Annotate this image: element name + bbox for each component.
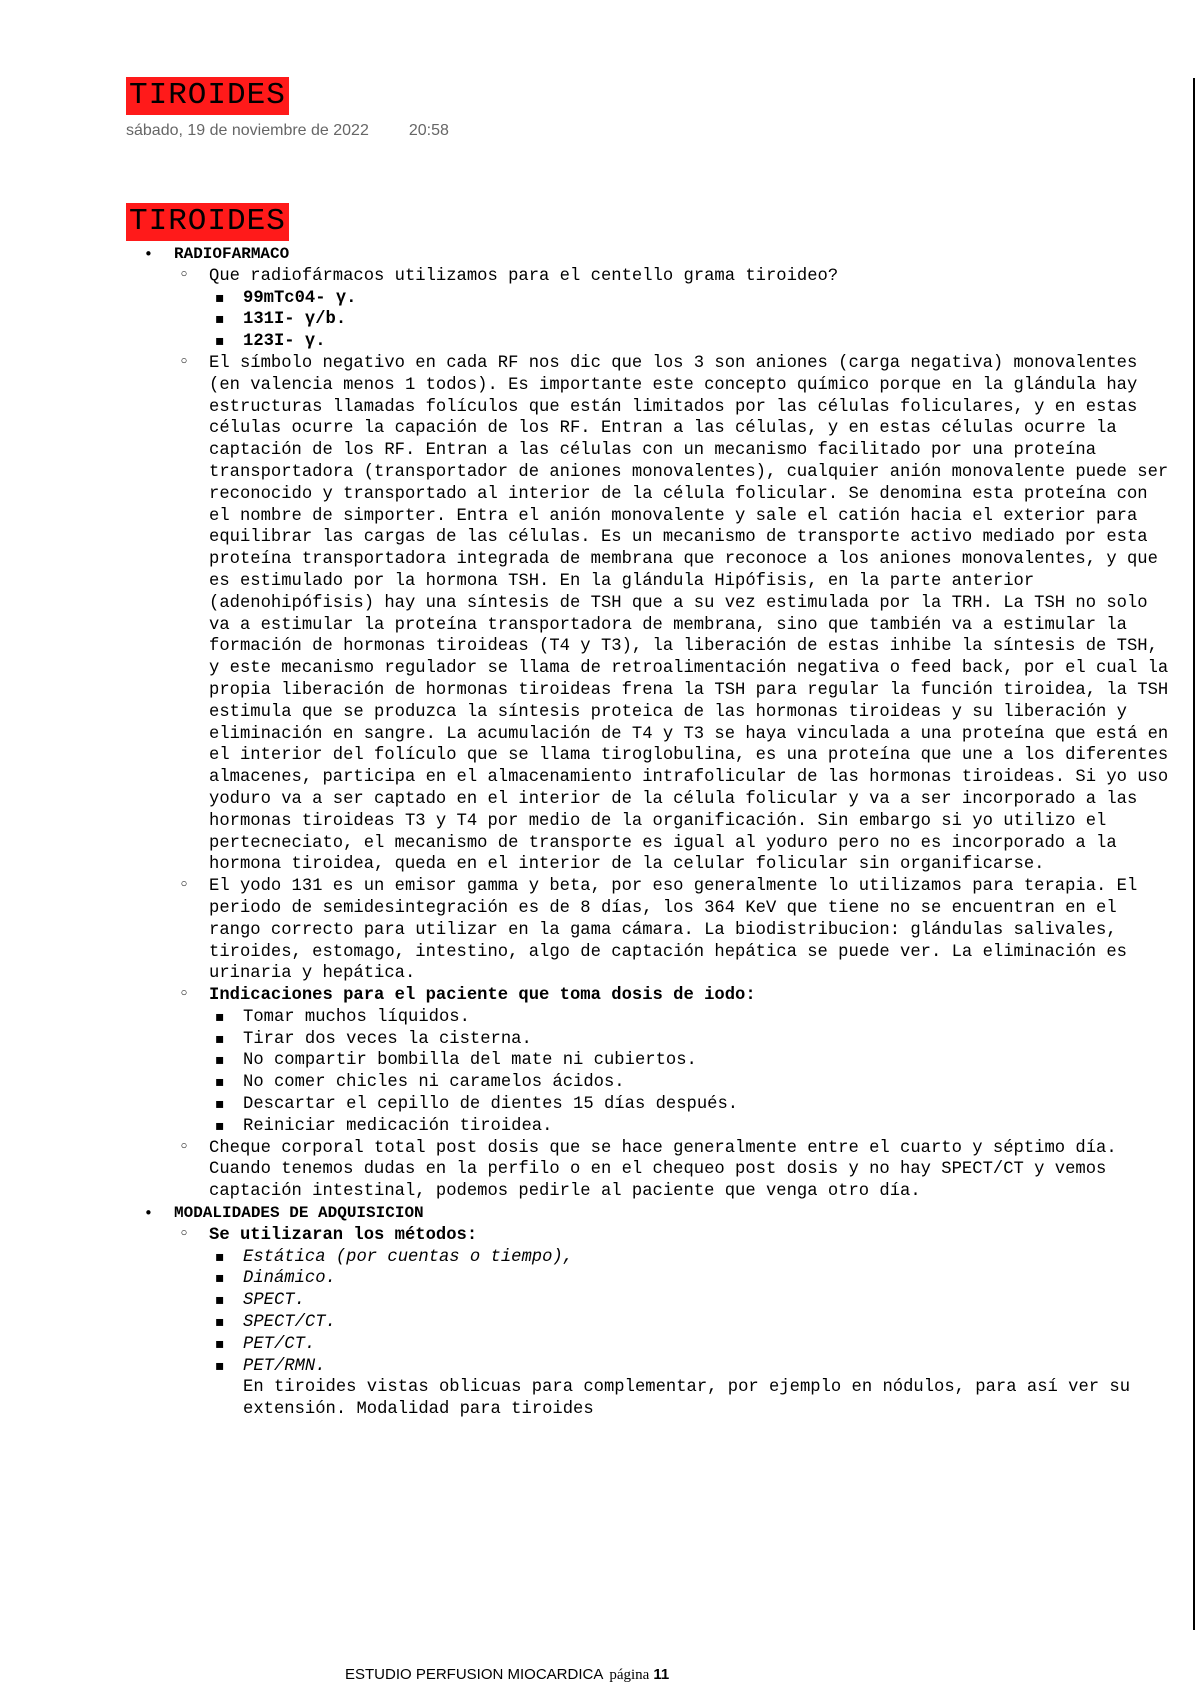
method-item: ▪ PET/CT. <box>209 1334 1178 1356</box>
page-footer <box>345 1666 669 1684</box>
methods-heading: Se utilizaran los métodos: <box>209 1225 478 1245</box>
method-item: ▪ Estática (por cuentas o tiempo), <box>209 1247 1178 1269</box>
outline-item-modalidades <box>138 1203 1178 1421</box>
indications-list <box>209 1007 1178 1138</box>
paragraph-iodine-131: ◦ El yodo 131 es un emisor gamma y beta, por eso generalmente lo utilizamos para terapia. El periodo de semidesintegración es de 8 días, los 364 KeV que tiene no se encuentran en el rango correcto para utilizar en la gama cámara. La biodistribucion: glándulas salivales, tiroides, estomago, intestino, algo de captación hepática se puede ver. La eliminación es urinaria y hepática. <box>174 876 1178 985</box>
agent-item: ▪ 99mTc04- γ. <box>209 288 1178 310</box>
radiofarmaco-question: Que radiofármacos utilizamos para el centello grama tiroideo? <box>209 266 839 286</box>
agents-list <box>209 288 1178 353</box>
list-item <box>174 985 1178 1138</box>
modalidades-heading: MODALIDADES DE ADQUISICION <box>174 1204 424 1223</box>
paragraph-mechanism: ◦ El símbolo negativo en cada RF nos dic que los 3 son aniones (carga negativa) monovalentes (en valencia menos 1 todos). Es importante este concepto químico porque en la glándula hay estructuras llamadas folículos que están limitados por las células foliculares, y en estas células ocurre la capación de los RF. Entran a las células, y en estas células ocurre la captación de los RF. Entran a las células con un mecanismo facilitado por una proteína transportadora (transportador de aniones monovalentes), cualquier anión monovalente puede ser reconocido y transportado al interior de la célula folicular. Se denomina esta proteína con el nombre de simporter. Entra el anión monovalente y sale el catión hacia el exterior para equilibrar las cargas de las células. Es un mecanismo de transporte activo mediado por esta proteína transportadora integrada de membrana que reconoce a los aniones monovalentes, y que es estimulado por la hormona TSH. En la glándula Hipófisis, en la parte anterior (adenohipófisis) hay una síntesis de TSH que a su vez estimulada por la TRH. La TSH no solo va a estimular la proteína transportadora de membrana, sino que también va a estimular la formación de hormonas tiroideas (T4 y T3), la liberación de estas inhibe la síntesis de TSH, y este mecanismo regulador se llama de retroalimentación negativa o feed back, por el cual la propia liberación de hormonas tiroideas frena la TSH para regular la función tiroidea, la TSH estimula que se produzca la síntesis proteica de las hormonas tiroideas y su liberación y eliminación en sangre. La acumulación de T4 y T3 se haya vinculada a una proteína que está en el interior del folículo que se llama tiroglobulina, es una proteína que une a los diferentes almacenes, participa en el almacenamiento intrafolicular de las hormonas tiroideas. Si yo uso yoduro va a ser captado en el interior de la célula folicular y va a ser incorporado a las hormonas tiroideas T3 y T4 por medio de la organificación. Sin embargo si yo utilizo el pertecneciato, el mecanismo de transporte es igual al yoduro pero no es incorporado a la hormona tiroidea, queda en el interior de la celular folicular sin organificarse. <box>174 353 1178 876</box>
note-body <box>138 244 1178 1630</box>
indication-item: ▪ Tomar muchos líquidos. <box>209 1007 1178 1029</box>
footer-page-number: 11 <box>653 1666 670 1683</box>
footer-page-label: página <box>609 1667 650 1683</box>
right-margin-rule <box>1193 78 1195 1630</box>
page-timestamp <box>126 122 449 140</box>
outline-level-1 <box>138 244 1178 1421</box>
indication-item: ▪ Tirar dos veces la cisterna. <box>209 1029 1178 1051</box>
indication-item: ▪ No compartir bombilla del mate ni cubiertos. <box>209 1050 1178 1072</box>
radiofarmaco-heading: RADIOFARMACO <box>174 245 290 263</box>
paragraph-post-dose-scan: ◦ Cheque corporal total post dosis que se hace generalmente entre el cuarto y séptimo día. Cuando tenemos dudas en la perfilo o en el chequeo post dosis y no hay SPECT/CT y vemos captación intestinal, podemos pedirle al paciente que venga otro día. <box>174 1138 1178 1203</box>
outline-item-radiofarmaco <box>138 244 1178 1203</box>
footer-section-name: ESTUDIO PERFUSION MIOCARDICA <box>345 1666 604 1683</box>
method-item <box>209 1356 1178 1421</box>
page-title: TIROIDES <box>126 77 289 115</box>
list-item <box>174 1225 1178 1421</box>
methods-list <box>209 1247 1178 1421</box>
page-date: sábado, 19 de noviembre de 2022 <box>126 122 369 139</box>
indication-item: ▪ No comer chicles ni caramelos ácidos. <box>209 1072 1178 1094</box>
method-item: ▪ Dinámico. <box>209 1268 1178 1290</box>
indication-item: ▪ Descartar el cepillo de dientes 15 días después. <box>209 1094 1178 1116</box>
indication-item: ▪ Reiniciar medicación tiroidea. <box>209 1116 1178 1138</box>
method-item: ▪ SPECT/CT. <box>209 1312 1178 1334</box>
method-note: En tiroides vistas oblicuas para complementar, por ejemplo en nódulos, para así ver su extensión. Modalidad para tiroides <box>243 1378 1131 1420</box>
method-item: ▪ SPECT. <box>209 1290 1178 1312</box>
agent-item: ▪ 131I- γ/b. <box>209 309 1178 331</box>
method-label: PET/RMN. <box>243 1356 326 1376</box>
section-title: TIROIDES <box>126 203 289 241</box>
agent-item: ▪ 123I- γ. <box>209 331 1178 353</box>
page-time: 20:58 <box>408 122 449 139</box>
list-item <box>174 266 1178 353</box>
indications-heading: Indicaciones para el paciente que toma dosis de iodo: <box>209 986 756 1006</box>
radiofarmaco-subitems <box>174 266 1178 1203</box>
modalidades-subitems <box>174 1225 1178 1421</box>
